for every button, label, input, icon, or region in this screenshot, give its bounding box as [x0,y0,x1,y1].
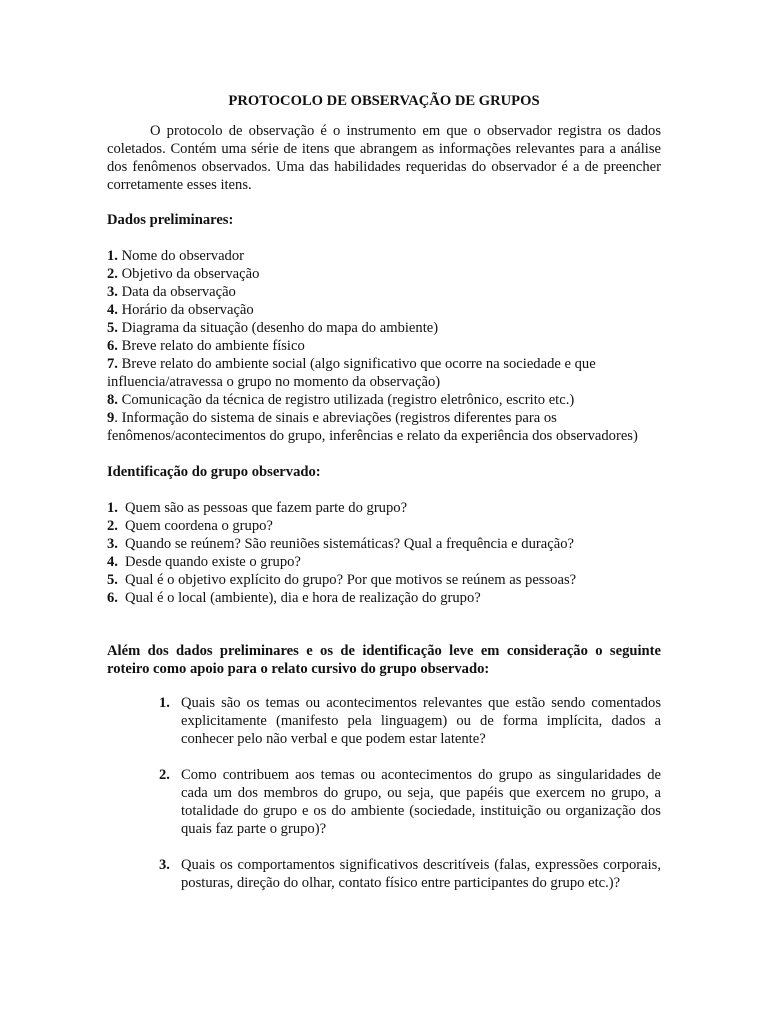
preliminares-heading: Dados preliminares: [107,212,234,228]
roteiro-list [107,694,661,892]
list-item [107,337,661,355]
item-text: Quais são os temas ou acontecimentos relevantes que estão sendo comentados explicitamente (manifesto pela linguagem) ou de forma implícita, dados a conhecer pelo não verbal e que podem estar latente? [181,695,661,747]
list-item [107,535,661,553]
list-item [107,409,661,445]
item-text: . Informação do sistema de sinais e abreviações (registros diferentes para os fenômenos/acontecimentos do grupo, inferências e relato da experiência dos observadores) [107,410,638,444]
item-number: 3. [107,284,118,300]
item-number: 5. [107,572,118,588]
list-item [107,391,661,409]
item-number: 4. [107,554,118,570]
item-text: Objetivo da observação [117,266,260,282]
item-number: 4. [107,302,118,318]
item-text: Comunicação da técnica de registro utilizada (registro eletrônico, escrito etc.) [117,392,575,408]
item-text: Diagrama da situação (desenho do mapa do ambiente) [117,320,439,336]
list-item [107,589,661,607]
item-text: Desde quando existe o grupo? [125,554,301,570]
item-text: Quais os comportamentos significativos descritíveis (falas, expressões corporais, posturas, direção do olhar, contato físico entre participantes do grupo etc.)? [181,857,661,891]
list-item [107,355,661,391]
list-item [107,301,661,319]
item-number: 3. [107,536,118,552]
preliminares-list [107,247,661,445]
list-item [107,571,661,589]
item-text: Qual é o objetivo explícito do grupo? Por que motivos se reúnem as pessoas? [125,572,577,588]
list-item [107,319,661,337]
list-item [159,856,661,892]
list-item [159,694,661,748]
intro-paragraph: O protocolo de observação é o instrumento em que o observador registra os dados coletados. Contém uma série de itens que abrangem as informações relevantes para a análise dos fenômenos observados. Uma das habilidades requeridas do observador é a de preencher corretamente esses itens. [107,123,661,193]
item-number: 6. [107,338,118,354]
item-number: 1. [107,248,118,264]
item-text: Quem são as pessoas que fazem parte do grupo? [125,500,408,516]
identificacao-list [107,499,661,607]
list-item [107,265,661,283]
document-content [107,92,661,910]
item-text: Quando se reúnem? São reuniões sistemáticas? Qual a frequência e duração? [125,536,574,552]
item-number: 9 [107,410,115,426]
item-number: 2. [159,767,170,783]
item-number: 6. [107,590,118,606]
list-item [159,766,661,838]
list-item [107,517,661,535]
item-text: Como contribuem aos temas ou acontecimentos do grupo as singularidades de cada um dos membros do grupo, ou seja, que papéis que exercem no grupo, a totalidade do grupo e os do ambiente (sociedade, instituição ou organização dos quais faz parte o grupo)? [181,767,661,837]
item-number: 2. [107,518,118,534]
list-item [107,499,661,517]
roteiro-heading: Além dos dados preliminares e os de identificação leve em consideração o seguinte roteiro como apoio para o relato cursivo do grupo observado: [107,643,661,677]
item-number: 8. [107,392,118,408]
item-number: 2. [107,266,118,282]
item-number: 7. [107,356,118,372]
item-text: Breve relato do ambiente físico [117,338,305,354]
item-number: 5. [107,320,118,336]
item-text: Qual é o local (ambiente), dia e hora de realização do grupo? [125,590,481,606]
identificacao-heading: Identificação do grupo observado: [107,464,321,480]
list-item [107,553,661,571]
list-item [107,283,661,301]
item-text: Quem coordena o grupo? [125,518,273,534]
list-item [107,247,661,265]
item-number: 1. [159,695,170,711]
item-text: Nome do observador [117,248,244,264]
item-text: Data da observação [117,284,236,300]
item-number: 3. [159,857,170,873]
document-title: PROTOCOLO DE OBSERVAÇÃO DE GRUPOS [228,93,540,109]
item-text: Breve relato do ambiente social (algo significativo que ocorre na sociedade e que influencia/atravessa o grupo no momento da observação) [107,356,596,390]
item-text: Horário da observação [117,302,254,318]
item-number: 1. [107,500,118,516]
